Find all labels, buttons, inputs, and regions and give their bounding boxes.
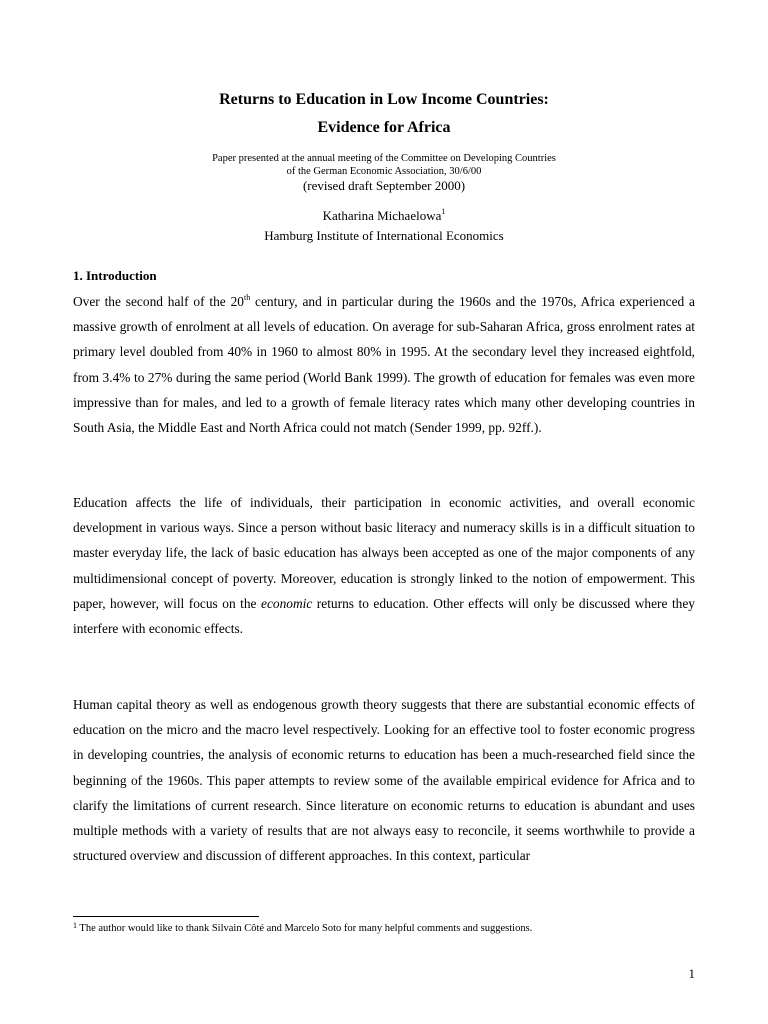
paragraph-3: Human capital theory as well as endogenous growth theory suggests that there are substantial economic effects of education on the micro and the macro level respectively. Looking for an effective tool to foster economic progress in developing countries, the analysis of economic returns to education has been a much-researched field since the beginning of the 1960s. This paper attempts to review some of the available empirical evidence for Africa and to clarify the limitations of current research. Since literature on economic returns to education is abundant and uses multiple methods with a variety of results that are not always easy to reconcile, it seems worthwhile to provide a structured overview and discussion of different approaches. In this context, particular [73, 697, 695, 864]
paper-title-line-1: Returns to Education in Low Income Countries: [219, 91, 549, 108]
footnote-text: The author would like to thank Silvain Côté and Marcelo Soto for many helpful comments and suggestions. [77, 923, 533, 934]
presented-note-line-2: of the German Economic Association, 30/6/00 [286, 166, 482, 177]
paragraph-1-superscript: th [243, 293, 251, 302]
paragraph-1 [73, 289, 695, 440]
paragraph-2-emphasis: economic [261, 595, 313, 611]
author-line [0, 208, 768, 224]
paragraph-1-text-b: century, and in particular during the 1960s and the 1970s, Africa experienced a massive growth of enrolment at all levels of education. On average for sub-Saharan Africa, gross enrolment rates at primary level doubled from 40% in 1960 to almost 80% in 1995. At the secondary level they increased eightfold, from 3.4% to 27% during the same period (World Bank 1999). The growth of education for females was even more impressive than for males, and led to a growth of female literacy rates which many other developing countries in South Asia, the Middle East and North Africa could not match (Sender 1999, pp. 92ff.). [73, 294, 695, 436]
paper-title-line-2: Evidence for Africa [317, 119, 451, 136]
author-affiliation: Hamburg Institute of International Economics [264, 228, 504, 243]
paragraph-2-text-a: Education affects the life of individuals, their participation in economic activities, and overall economic development in various ways. Since a person without basic literacy and numeracy skills is in a difficult situation to master everyday life, the lack of basic education has always been accepted as one of the major components of any multidimensional concept of poverty. Moreover, education is strongly linked to the notion of empowerment. This paper, however, will focus on the [73, 495, 695, 611]
paragraph-2 [73, 490, 695, 641]
footnote-divider [73, 916, 259, 917]
page-number: 1 [688, 966, 695, 981]
presented-note-line-1: Paper presented at the annual meeting of the Committee on Developing Countries [212, 153, 556, 164]
author-name: Katharina Michaelowa [322, 208, 442, 223]
author-footnote-mark: 1 [441, 207, 446, 216]
revised-draft-note: (revised draft September 2000) [302, 178, 466, 193]
paragraph-2-text-b: returns to education. Other effects will only be discussed where they interfere with economic effects. [73, 595, 695, 637]
footnote [73, 922, 693, 935]
paragraph-1-text-a: Over the second half of the 20 [73, 294, 244, 309]
section-heading: 1. Introduction [73, 268, 157, 283]
footnote-mark: 1 [73, 921, 77, 930]
